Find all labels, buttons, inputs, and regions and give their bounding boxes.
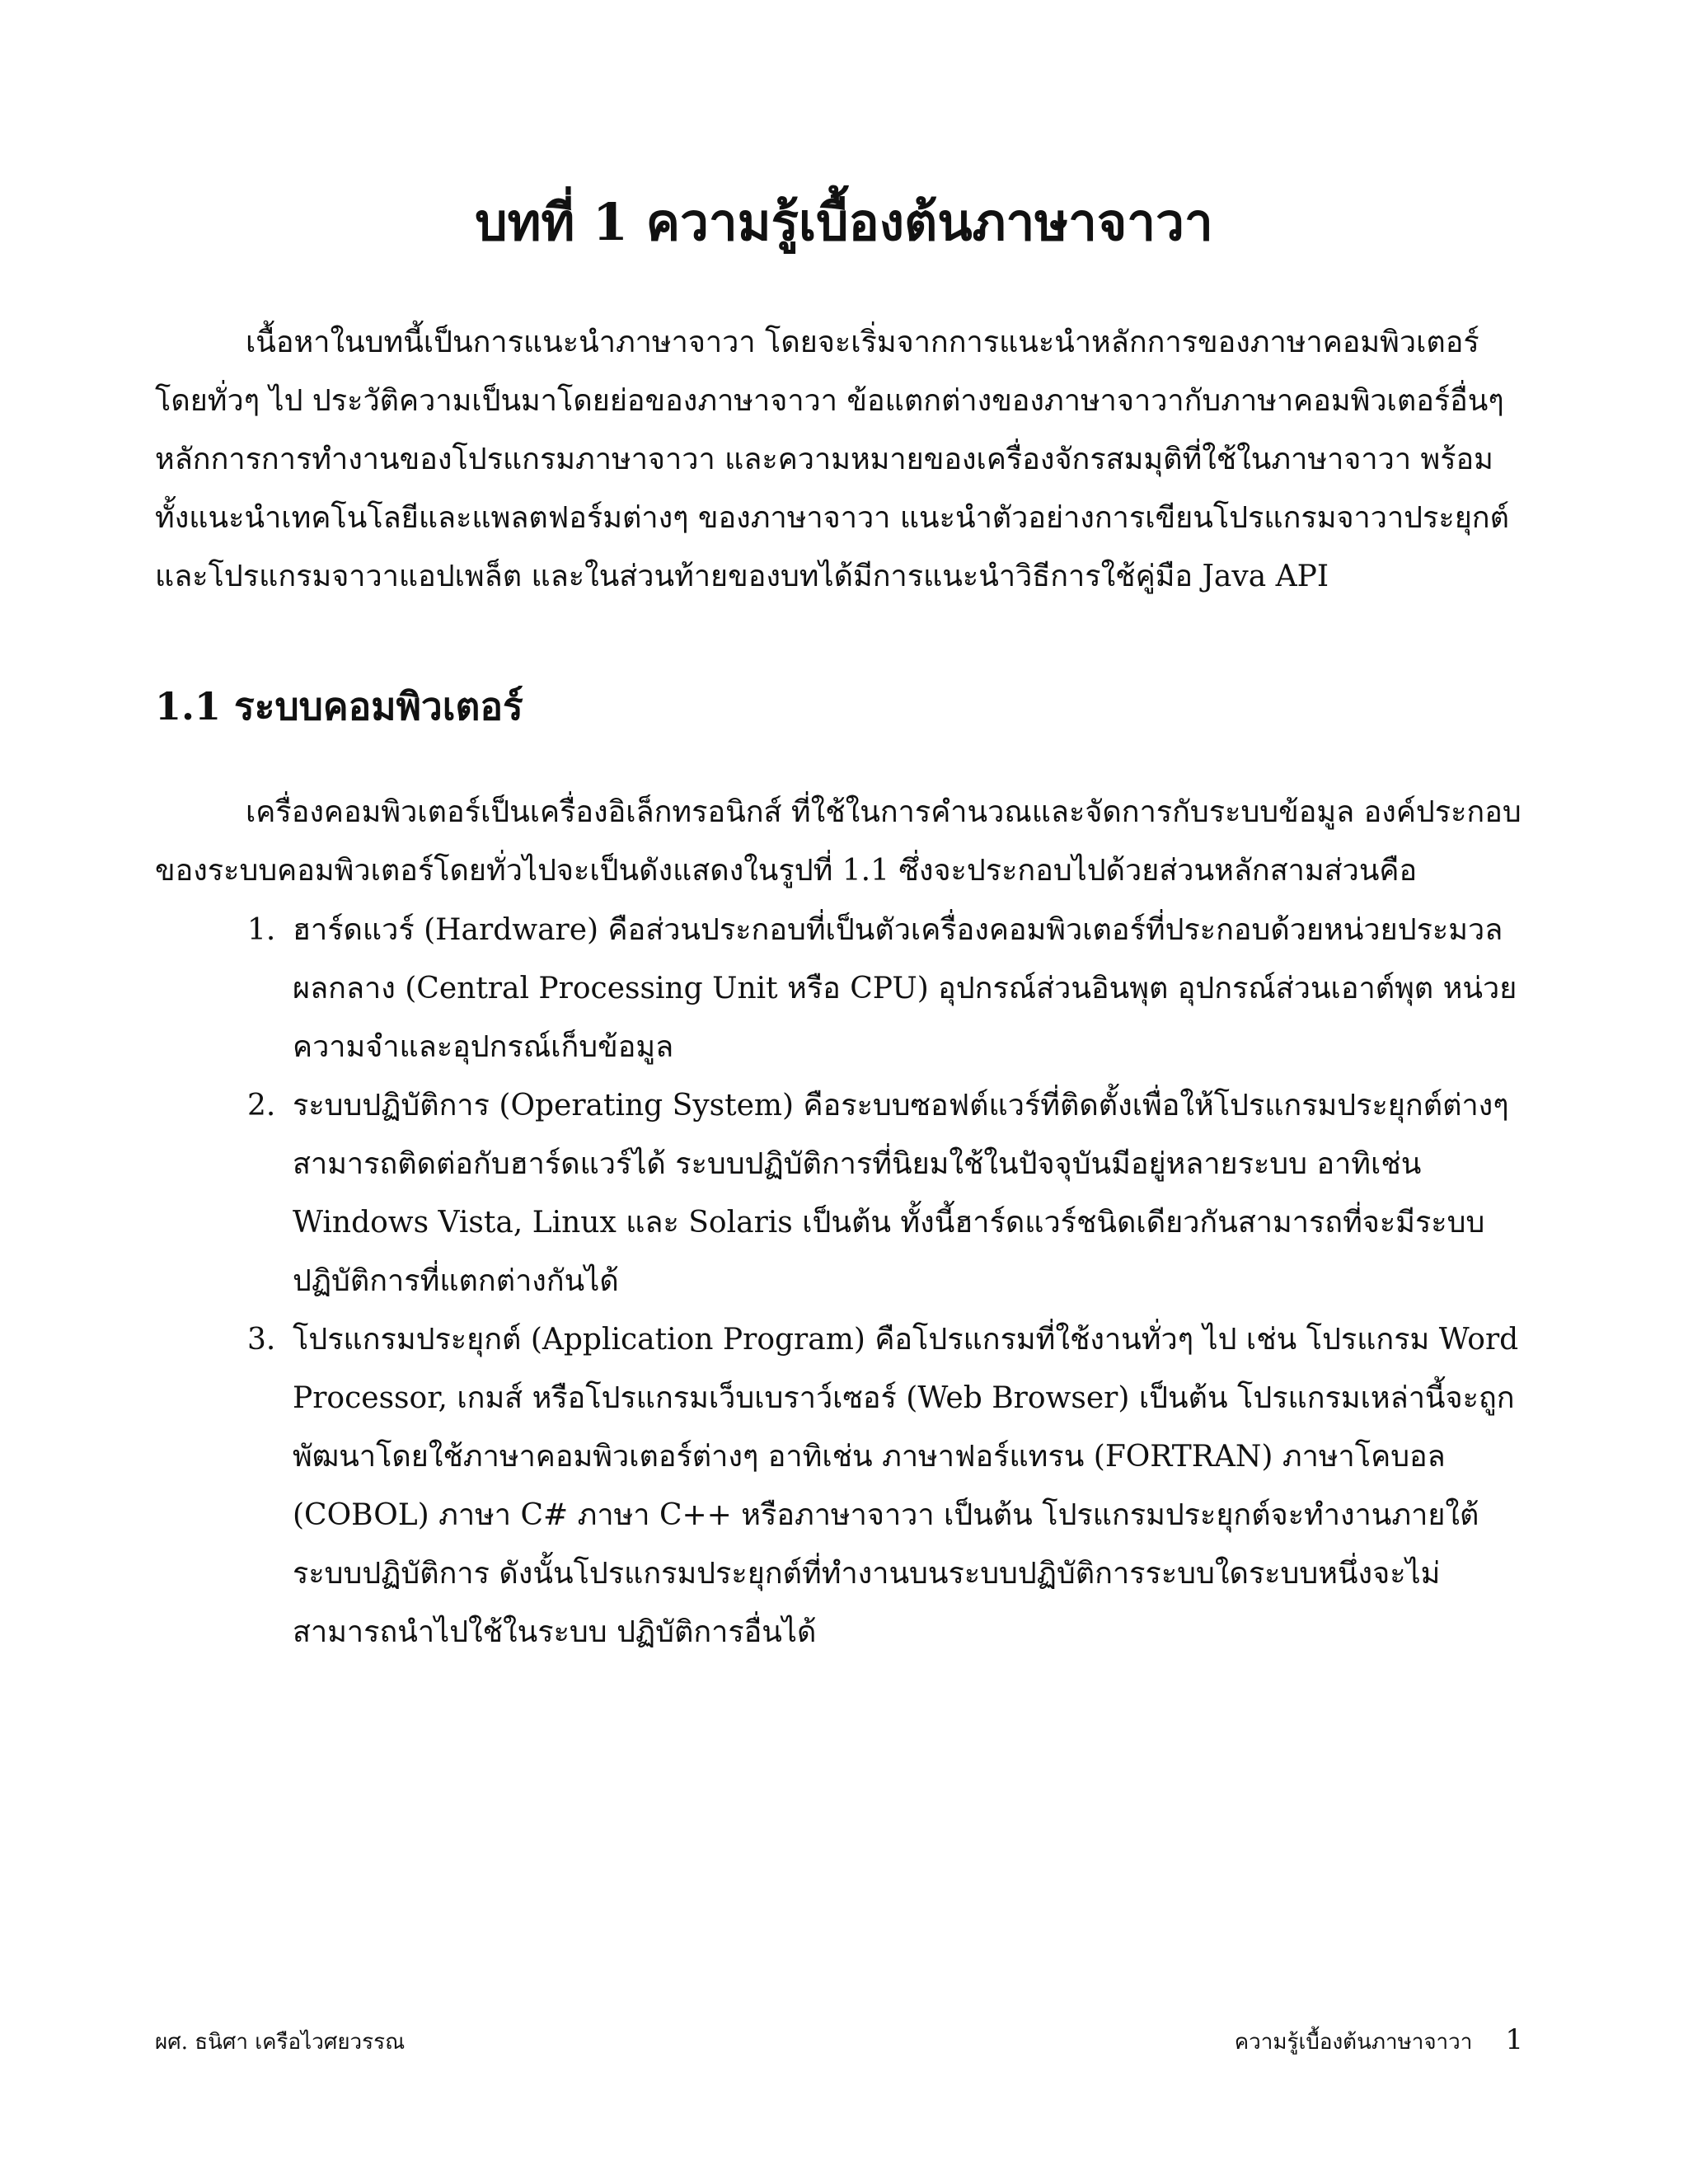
list-item-text: โปรแกรมประยุกต์ (Application Program) คือโปรแกรมที่ใช้งานทั่วๆ ไป เช่น โปรแกรม Word Processor, เกมส์ หรือโปรแกรมเว็บเบราว์เซอร์ (Web Browser) เป็นต้น โปรแกรมเหล่านี้จะถูกพัฒนาโดยใช้ภาษาคอมพิวเตอร์ต่างๆ อาทิเช่น ภาษาฟอร์แทรน (FORTRAN) ภาษาโคบอล (COBOL) ภาษา C# ภาษา C++ หรือภาษาจาวา เป็นต้น โปรแกรมประยุกต์จะทำงานภายใต้ระบบปฏิบัติการ ดังนั้นโปรแกรมประยุกต์ที่ทำงานบนระบบปฏิบัติการระบบใดระบบหนึ่งจะไม่สามารถนำไปใช้ในระบบ ปฏิบัติการอื่นได้ — [293, 1323, 1519, 1649]
list-item-text: ฮาร์ดแวร์ (Hardware) คือส่วนประกอบที่เป็นตัวเครื่องคอมพิวเตอร์ที่ประกอบด้วยหน่วยประมวลผลกลาง (Central Processing Unit หรือ CPU) อุปกรณ์ส่วนอินพุต อุปกรณ์ส่วนเอาต์พุต หน่วยความจำและอุปกรณ์เก็บข้อมูล — [293, 913, 1517, 1064]
list-item-number: 2. — [247, 1089, 276, 1122]
list-item-number: 1. — [247, 913, 276, 947]
list-item — [247, 901, 1523, 1076]
list-item-text: ระบบปฏิบัติการ (Operating System) คือระบบซอฟต์แวร์ที่ติดตั้งเพื่อให้โปรแกรมประยุกต์ต่างๆ สามารถติดต่อกับฮาร์ดแวร์ได้ ระบบปฏิบัติการที่นิยมใช้ในปัจจุบันมีอยู่หลายระบบ อาทิเช่น Windows Vista, Linux และ Solaris เป็นต้น ทั้งนี้ฮาร์ดแวร์ชนิดเดียวกันสามารถที่จะมีระบบปฏิบัติการที่แตกต่างกันได้ — [293, 1089, 1509, 1298]
section-paragraph: เครื่องคอมพิวเตอร์เป็นเครื่องอิเล็กทรอนิกส์ ที่ใช้ในการคำนวณและจัดการกับระบบข้อมูล องค์ประกอบของระบบคอมพิวเตอร์โดยทั่วไปจะเป็นดังแสดงในรูปที่ 1.1 ซึ่งจะประกอบไปด้วยส่วนหลักสามส่วนคือ — [155, 795, 1522, 888]
component-list — [247, 901, 1523, 1661]
intro-paragraph: เนื้อหาในบทนี้เป็นการแนะนำภาษาจาวา โดยจะเริ่มจากการแนะนำหลักการของภาษาคอมพิวเตอร์โดยทั่วๆ ไป ประวัติความเป็นมาโดยย่อของภาษาจาวา ข้อแตกต่างของภาษาจาวากับภาษาคอมพิวเตอร์อื่นๆ หลักการการทำงานของโปรแกรมภาษาจาวา และความหมายของเครื่องจักรสมมุติที่ใช้ในภาษาจาวา พร้อมทั้งแนะนำเทคโนโลยีและแพลตฟอร์มต่างๆ ของภาษาจาวา แนะนำตัวอย่างการเขียนโปรแกรมจาวาประยุกต์และโปรแกรมจาวาแอปเพล็ต และในส่วนท้ายของบทได้มีการแนะนำวิธีการใช้คู่มือ Java API — [155, 326, 1509, 593]
list-item — [247, 1076, 1523, 1310]
footer-chapter-name: ความรู้เบื้องต้นภาษาจาวา — [1234, 2030, 1473, 2055]
footer-author: ผศ. ธนิศา เครือไวศยวรรณ — [155, 2030, 406, 2055]
chapter-title: บทที่ 1 ความรู้เบื้องต้นภาษาจาวา — [475, 192, 1213, 252]
list-item — [247, 1310, 1523, 1661]
section-heading: 1.1 ระบบคอมพิวเตอร์ — [155, 684, 523, 729]
list-item-number: 3. — [247, 1323, 276, 1357]
footer-right — [1235, 2021, 1523, 2061]
page-number: 1 — [1505, 2023, 1523, 2056]
